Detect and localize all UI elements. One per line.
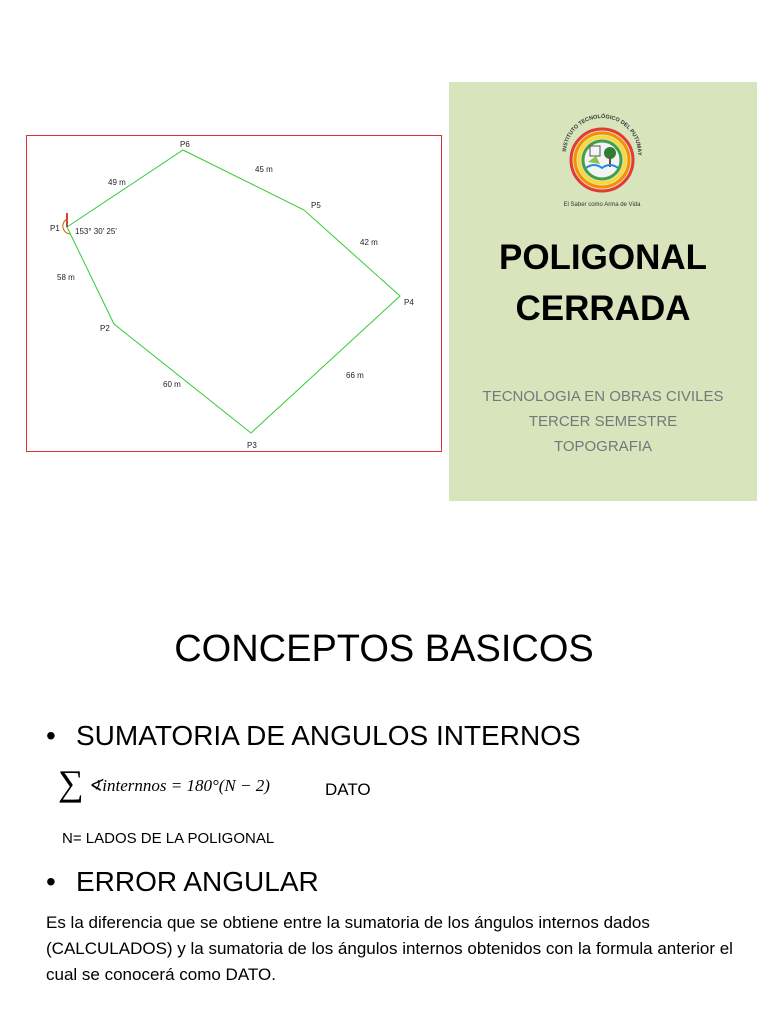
point-label-p4: P4: [404, 298, 414, 307]
diagram-border: [27, 136, 442, 452]
side-label-p5-p4: 42 m: [360, 238, 378, 247]
side-label-p3-p2: 60 m: [163, 380, 181, 389]
section-heading: CONCEPTOS BASICOS: [174, 628, 594, 670]
title-panel: [449, 82, 757, 501]
institute-logo: [552, 102, 652, 210]
title-line-1: POLIGONAL: [498, 238, 708, 277]
angular-error-definition: Es la diferencia que se obtiene entre la sumatoria de los ángulos internos dados (CALCULADOS) y la sumatoria de los ángulos internos obtenidos con la formula anterior el cual se conocerá como DATO.: [46, 913, 733, 984]
dato-label: DATO: [325, 780, 371, 799]
n-definition-note: N= LADOS DE LA POLIGONAL: [62, 830, 275, 847]
title-line-2: CERRADA: [515, 289, 691, 328]
side-label-p4-p3: 66 m: [346, 371, 364, 380]
logo-motto: El Saber como Arma de Vida: [563, 202, 641, 208]
point-label-p5: P5: [311, 201, 321, 210]
bullet-marker: •: [46, 866, 56, 897]
point-label-p3: P3: [247, 441, 257, 450]
sigma-symbol: ∑: [58, 763, 84, 803]
side-label-p1-p6: 49 m: [108, 178, 126, 187]
bullet-text: SUMATORIA DE ANGULOS INTERNOS: [76, 720, 581, 751]
side-label-p6-p5: 45 m: [255, 165, 273, 174]
bullet-angular-error: [46, 866, 319, 898]
subtitle-program: TECNOLOGIA EN OBRAS CIVILES: [482, 388, 724, 405]
point-label-p1: P1: [50, 224, 60, 233]
point-label-p6: P6: [180, 140, 190, 149]
side-label-p2-p1: 58 m: [57, 273, 75, 282]
polygon-diagram: [26, 135, 442, 452]
bullet-text: ERROR ANGULAR: [76, 866, 319, 897]
angle-label: 153° 30' 25': [75, 227, 117, 236]
point-label-p2: P2: [100, 324, 110, 333]
polygon-outline: [67, 150, 400, 433]
subtitle-semester: TERCER SEMESTRE: [528, 413, 678, 430]
bullet-sum-internal-angles: [46, 720, 581, 752]
bullet-marker: •: [46, 720, 56, 751]
subtitle-subject: TOPOGRAFIA: [553, 438, 653, 455]
formula-expression: ∢internnos = 180°(N − 2): [88, 776, 270, 795]
logo-arc-text: INSTITUTO TECNOLÓGICO DEL PUTUMAY: [562, 113, 643, 156]
polygon-svg: [26, 135, 442, 452]
